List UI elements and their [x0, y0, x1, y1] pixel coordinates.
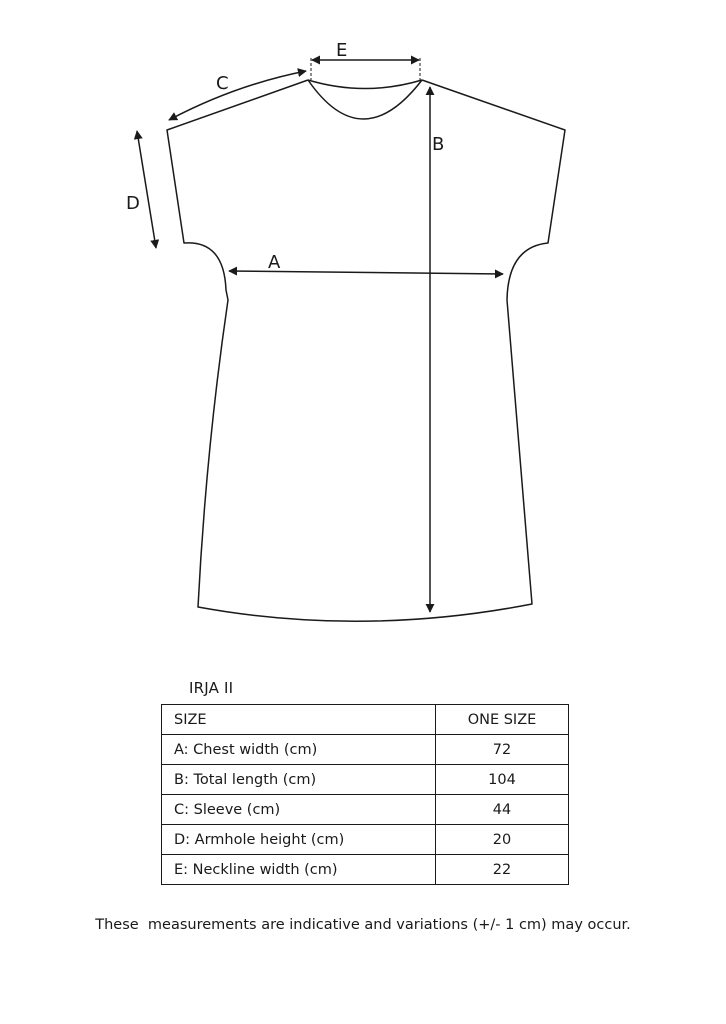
- row-label: B: Total length (cm): [162, 765, 436, 795]
- label-b: B: [432, 134, 445, 155]
- row-value: 44: [436, 795, 569, 825]
- row-label: A: Chest width (cm): [162, 735, 436, 765]
- row-value: 20: [436, 825, 569, 855]
- measure-d-arrow: [137, 131, 156, 248]
- table-row: [162, 855, 569, 885]
- table-row: [162, 795, 569, 825]
- product-title: IRJA II: [189, 679, 234, 697]
- label-a: A: [268, 252, 281, 273]
- row-label: E: Neckline width (cm): [162, 855, 436, 885]
- table-row: [162, 825, 569, 855]
- header-one-size: ONE SIZE: [436, 705, 569, 735]
- table-row: [162, 765, 569, 795]
- dress-outline: [167, 80, 565, 621]
- label-c: C: [216, 73, 229, 94]
- size-table: [161, 704, 569, 885]
- neckline-front: [308, 80, 422, 119]
- neckline-back: [308, 80, 422, 89]
- table-row: [162, 735, 569, 765]
- row-value: 22: [436, 855, 569, 885]
- measure-c-arrow: [169, 71, 306, 120]
- header-size-label: SIZE: [162, 705, 436, 735]
- row-label: C: Sleeve (cm): [162, 795, 436, 825]
- row-value: 72: [436, 735, 569, 765]
- row-value: 104: [436, 765, 569, 795]
- label-e: E: [336, 40, 348, 61]
- disclaimer-note: These measurements are indicative and variations (+/- 1 cm) may occur.: [95, 917, 631, 933]
- row-label: D: Armhole height (cm): [162, 825, 436, 855]
- label-d: D: [126, 193, 140, 214]
- table-header-row: [162, 705, 569, 735]
